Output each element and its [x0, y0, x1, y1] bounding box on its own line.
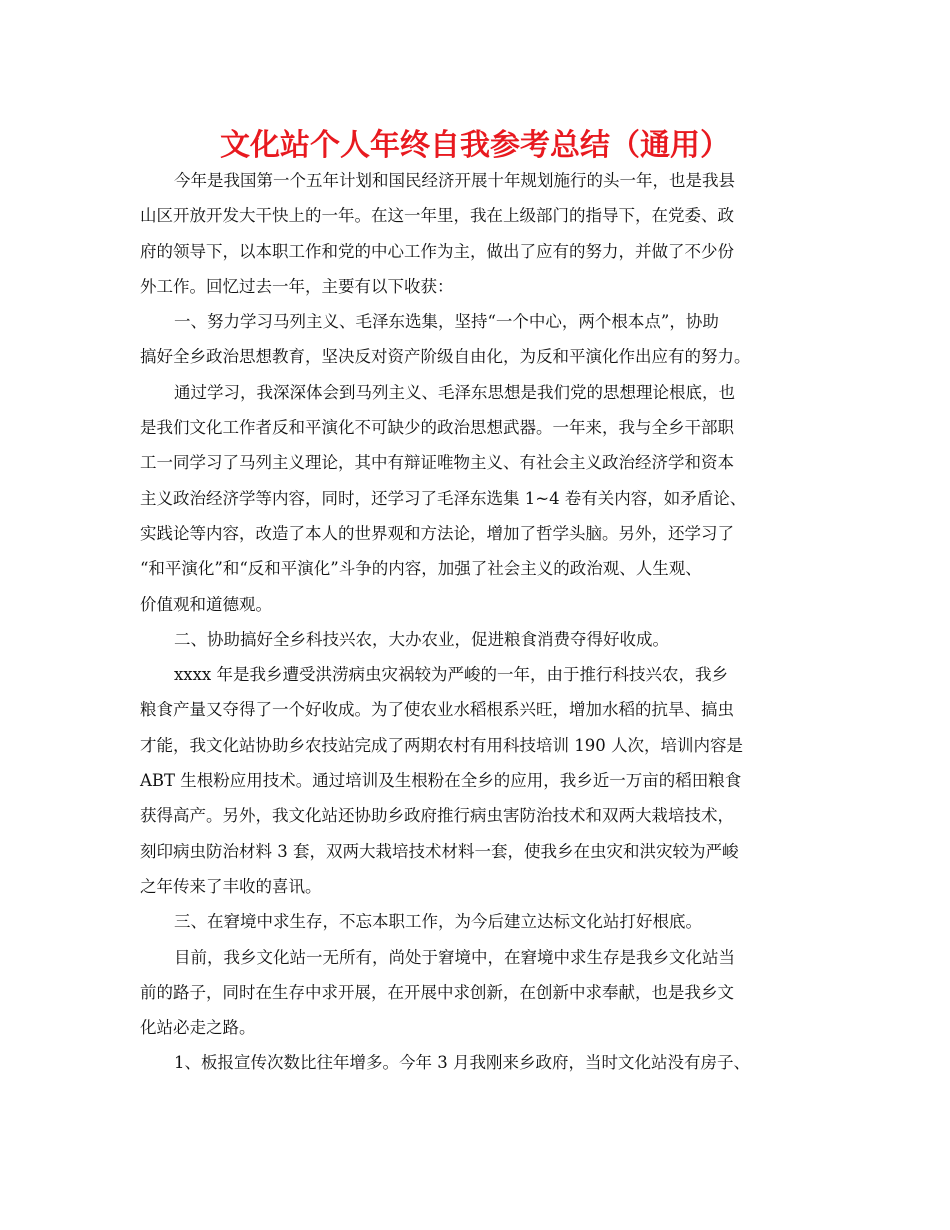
- text-line: 主义政治经济学等内容，同时，还学习了毛泽东选集 1~4 卷有关内容，如矛盾论、: [140, 488, 747, 508]
- document-body: [140, 163, 820, 1081]
- document-title: 文化站个人年终自我参考总结（通用）: [220, 128, 730, 163]
- text-line: 是我们文化工作者反和平演化不可缺少的政治思想武器。一年来，我与全乡干部职: [140, 418, 734, 438]
- text-line: “和平演化”和“反和平演化”斗争的内容，加强了社会主义的政治观、人生观、: [140, 559, 702, 579]
- text-line: 才能，我文化站协助乡农技站完成了两期农村有用科技培训 190 人次，培训内容是: [140, 735, 743, 755]
- text-line: 粮食产量又夺得了一个好收成。为了使农业水稻根系兴旺，增加水稻的抗旱、搞虫: [140, 700, 734, 720]
- text-line: 搞好全乡政治思想教育，坚决反对资产阶级自由化，为反和平演化作出应有的努力。: [140, 347, 751, 367]
- text-line: 获得高产。另外，我文化站还协助乡政府推行病虫害防治技术和双两大栽培技术，: [140, 806, 734, 826]
- text-line: 山区开放开发大干快上的一年。在这一年里，我在上级部门的指导下，在党委、政: [140, 206, 734, 226]
- text-line: 通过学习，我深深体会到马列主义、毛泽东思想是我们党的思想理论根底，也: [174, 382, 735, 402]
- text-line: 实践论等内容，改造了本人的世界观和方法论，增加了哲学头脑。另外，还学习了: [140, 523, 734, 543]
- text-line: 今年是我国第一个五年计划和国民经济开展十年规划施行的头一年，也是我县: [174, 171, 735, 190]
- text-line: 价值观和道德观。: [140, 594, 272, 614]
- text-line: 目前，我乡文化站一无所有，尚处于窘境中，在窘境中求生存是我乡文化站当: [174, 947, 735, 967]
- text-line: 一、努力学习马列主义、毛泽东选集，坚持“一个中心，两个根本点”，协助: [174, 312, 719, 332]
- text-line: 前的路子，同时在生存中求开展，在开展中求创新，在创新中求奉献，也是我乡文: [140, 982, 734, 1002]
- text-line: 化站必走之路。: [140, 1018, 256, 1038]
- text-line: 刻印病虫防治材料 3 套，双两大栽培技术材料一套，使我乡在虫灾和洪灾较为严峻: [140, 841, 739, 861]
- text-line: 1、板报宣传次数比往年增多。今年 3 月我刚来乡政府，当时文化站没有房子、: [174, 1053, 750, 1073]
- text-line: 工一同学习了马列主义理论，其中有辩证唯物主义、有社会主义政治经济学和资本: [140, 453, 734, 473]
- text-line: 之年传来了丰收的喜讯。: [140, 876, 322, 896]
- text-line: 二、协助搞好全乡科技兴农，大办农业，促进粮食消费夺得好收成。: [174, 629, 669, 649]
- text-line: 三、在窘境中求生存，不忘本职工作，为今后建立达标文化站打好根底。: [174, 912, 702, 932]
- text-line: 外工作。回忆过去一年，主要有以下收获：: [140, 276, 454, 296]
- text-line: 府的领导下，以本职工作和党的中心工作为主，做出了应有的努力，并做了不少份: [140, 241, 734, 261]
- text-line: ABT 生根粉应用技术。通过培训及生根粉在全乡的应用，我乡近一万亩的稻田粮食: [140, 771, 742, 791]
- text-line: xxxx 年是我乡遭受洪涝病虫灾祸较为严峻的一年，由于推行科技兴农，我乡: [174, 665, 728, 685]
